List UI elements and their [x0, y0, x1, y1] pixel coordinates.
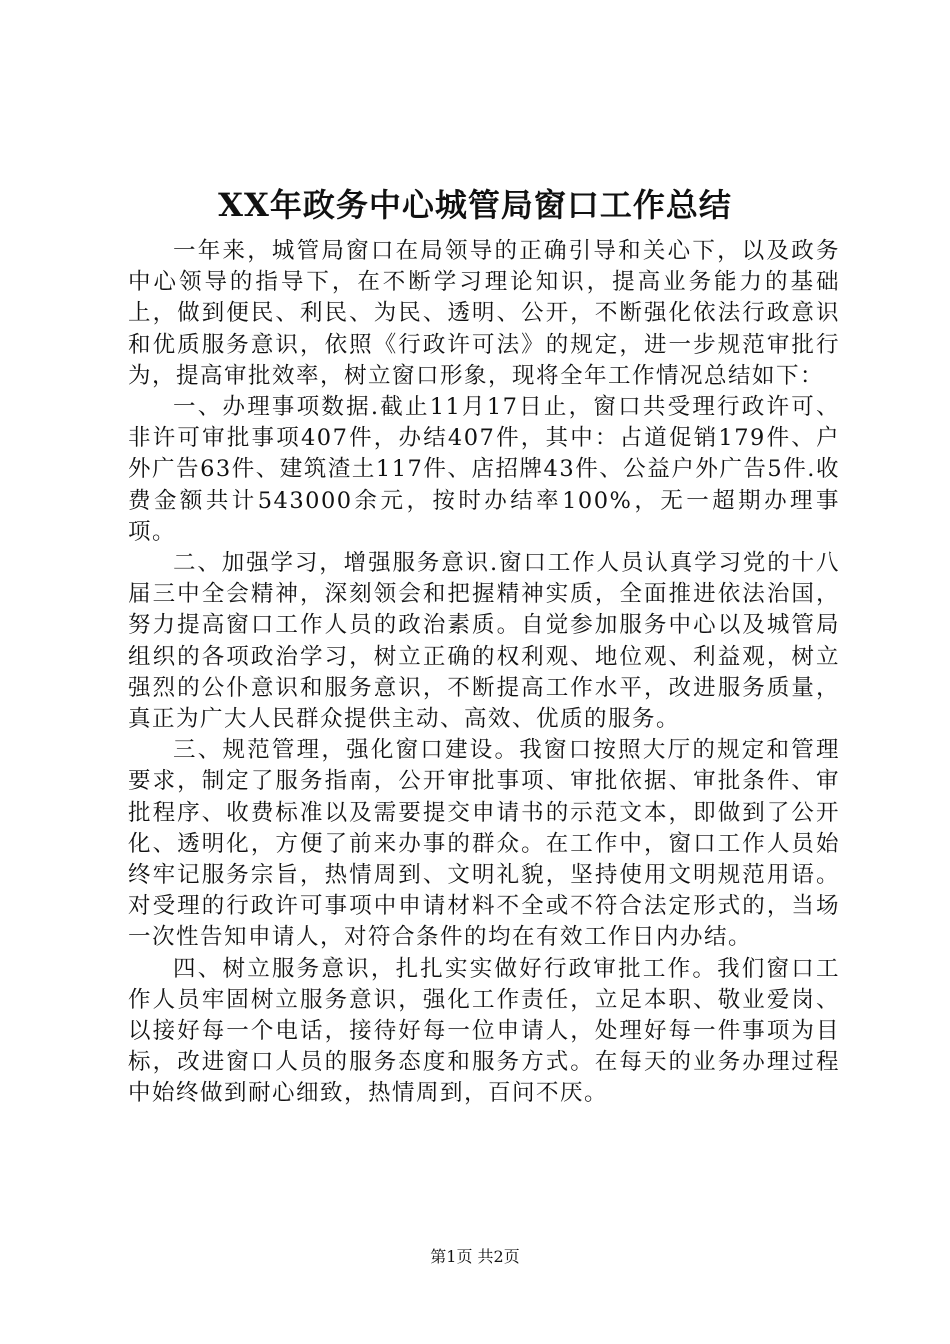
paragraph-section-1: 一、办理事项数据.截止11月17日止，窗口共受理行政许可、非许可审批事项407件，办结407件，其中：占道促销179件、户外广告63件、建筑渣土117件、店招牌43件、公益户外广告5件.收费金额共计543000余元，按时办结率100%，无一超期办理事项。	[128, 394, 840, 545]
paragraph-section-2: 二、加强学习，增强服务意识.窗口工作人员认真学习党的十八届三中全会精神，深刻领会和把握精神实质，全面推进依法治国，努力提高窗口工作人员的政治素质。自觉参加服务中心以及城管局组织的各项政治学习，树立正确的权利观、地位观、利益观，树立强烈的公仆意识和服务意识，不断提高工作水平，改进服务质量，真正为广大人民群众提供主动、高效、优质的服务。	[128, 550, 840, 733]
page-number-footer: 第1页 共2页	[430, 1247, 520, 1266]
paragraph-section-3: 三、规范管理，强化窗口建设。我窗口按照大厅的规定和管理要求，制定了服务指南，公开审批事项、审批依据、审批条件、审批程序、收费标准以及需要提交申请书的示范文本，即做到了公开化、透明化，方便了前来办事的群众。在工作中，窗口工作人员始终牢记服务宗旨，热情周到、文明礼貌，坚持使用文明规范用语。对受理的行政许可事项中申请材料不全或不符合法定形式的，当场一次性告知申请人，对符合条件的均在有效工作日内办结。	[128, 737, 840, 951]
document-body	[128, 236, 840, 1110]
document-title: XX年政务中心城管局窗口工作总结	[218, 186, 732, 224]
paragraph-section-4: 四、树立服务意识，扎扎实实做好行政审批工作。我们窗口工作人员牢固树立服务意识，强化工作责任，立足本职、敬业爱岗、以接好每一个电话，接待好每一位申请人，处理好每一件事项为目标，改进窗口人员的服务态度和服务方式。在每天的业务办理过程中始终做到耐心细致，热情周到，百问不厌。	[128, 955, 840, 1107]
paragraph-intro: 一年来，城管局窗口在局领导的正确引导和关心下，以及政务中心领导的指导下，在不断学习理论知识，提高业务能力的基础上，做到便民、利民、为民、透明、公开，不断强化依法行政意识和优质服务意识，依照《行政许可法》的规定，进一步规范审批行为，提高审批效率，树立窗口形象，现将全年工作情况总结如下：	[128, 238, 840, 389]
